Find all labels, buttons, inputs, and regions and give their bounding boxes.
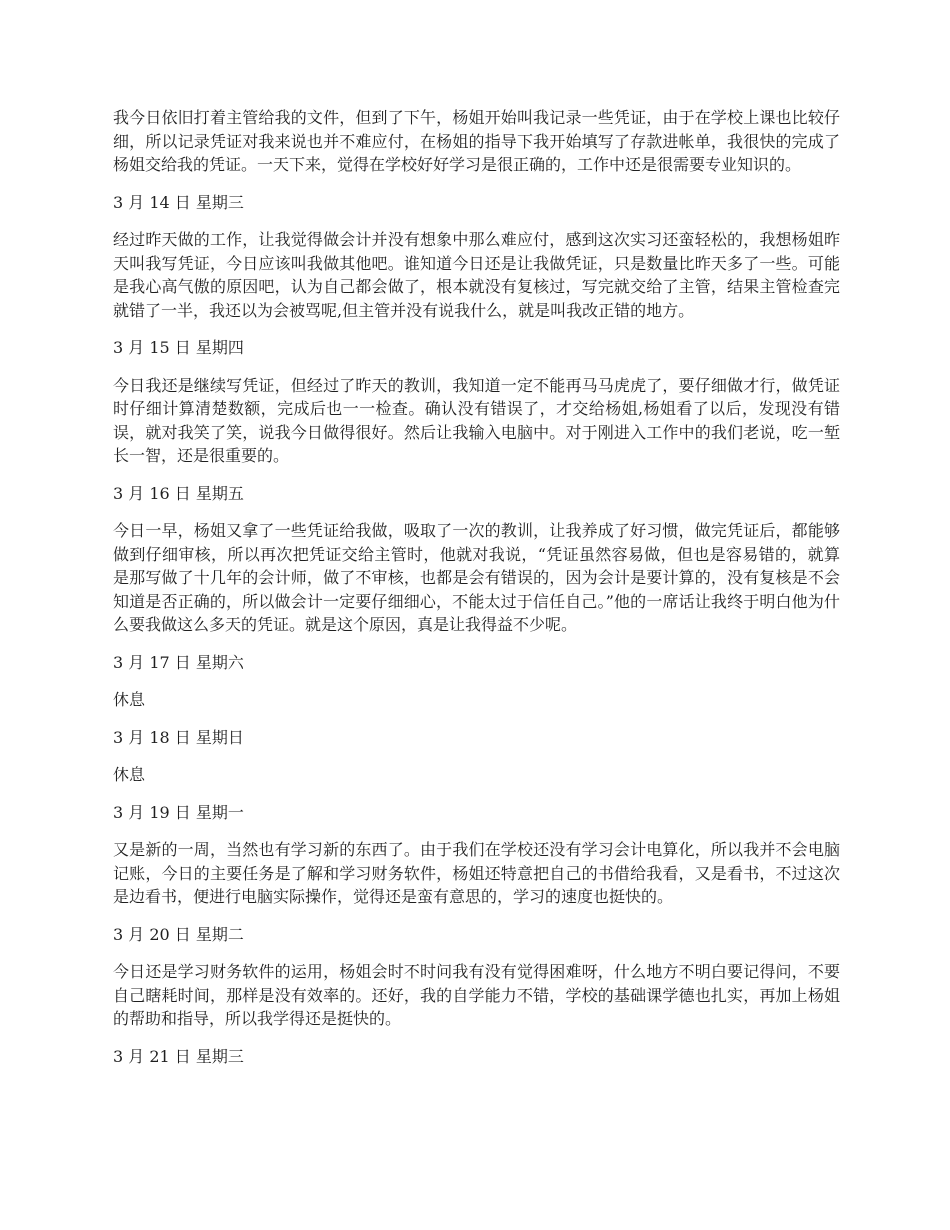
date-heading-mar14: 3 月 14 日 星期三 (113, 192, 244, 212)
date-heading-mar19: 3 月 19 日 星期一 (113, 802, 244, 822)
date-heading-mar18: 3 月 18 日 星期日 (113, 727, 244, 747)
paragraph-rest-2: 休息 (113, 765, 146, 784)
date-heading-mar20: 3 月 20 日 星期二 (113, 924, 244, 944)
date-heading-mar15: 3 月 15 日 星期四 (113, 338, 244, 357)
document-page (113, 106, 840, 1082)
date-heading-mar16: 3 月 16 日 星期五 (113, 483, 244, 503)
paragraph-1: 我今日依旧打着主管给我的文件，但到了下午，杨姐开始叫我记录一些凭证，由于在学校上课也比较仔细，所以记录凭证对我来说也并不难应付，在杨姐的指导下我开始填写了存款进帐单，我很快的完成了杨姐交给我的凭证。一天下来，觉得在学校好好学习是很正确的，工作中还是很需要专业知识的。 (113, 108, 840, 174)
paragraph-4: 今日一早，杨姐又拿了一些凭证给我做，吸取了一次的教训，让我养成了好习惯，做完凭证后，都能够做到仔细审核，所以再次把凭证交给主管时，他就对我说，“凭证虽然容易做，但也是容易错的，就算是那写做了十几年的会计师，做了不审核，也都是会有错误的，因为会计是要计算的，没有复核是不会知道是否正确的，所以做会计一定要仔细细心，不能太过于信任自己。”他的一席话让我终于明白他为什么要我做这么多天的凭证。就是这个原因，真是让我得益不少呢。 (113, 521, 840, 634)
date-heading-mar21: 3 月 21 日 星期三 (113, 1046, 244, 1066)
paragraph-5: 又是新的一周，当然也有学习新的东西了。由于我们在学校还没有学习会计电算化，所以我并不会电脑记账，今日的主要任务是了解和学习财务软件，杨姐还特意把自己的书借给我看，又是看书，不过这次是边看书，便进行电脑实际操作，觉得还是蛮有意思的，学习的速度也挺快的。 (113, 840, 840, 906)
paragraph-rest-1: 休息 (113, 690, 146, 709)
paragraph-2: 经过昨天做的工作，让我觉得做会计并没有想象中那么难应付，感到这次实习还蛮轻松的，我想杨姐昨天叫我写凭证，今日应该叫我做其他吧。谁知道今日还是让我做凭证，只是数量比昨天多了一些。可能是我心高气傲的原因吧，认为自己都会做了，根本就没有复核过，写完就交给了主管，结果主管检查完就错了一半，我还以为会被骂呢,但主管并没有说我什么，就是叫我改正错的地方。 (113, 230, 840, 320)
paragraph-3: 今日我还是继续写凭证，但经过了昨天的教训，我知道一定不能再马马虎虎了，要仔细做才行，做凭证时仔细计算清楚数额，完成后也一一检查。确认没有错误了，才交给杨姐,杨姐看了以后，发现没有错误，就对我笑了笑，说我今日做得很好。然后让我输入电脑中。对于刚进入工作中的我们老说，吃一堑长一智，还是很重要的。 (113, 375, 840, 465)
date-heading-mar17: 3 月 17 日 星期六 (113, 652, 244, 672)
paragraph-6: 今日还是学习财务软件的运用，杨姐会时不时问我有没有觉得困难呀，什么地方不明白要记得问，不要自己瞎耗时间，那样是没有效率的。还好，我的自学能力不错，学校的基础课学德也扎实，再加上杨姐的帮助和指导，所以我学得还是挺快的。 (113, 962, 840, 1028)
